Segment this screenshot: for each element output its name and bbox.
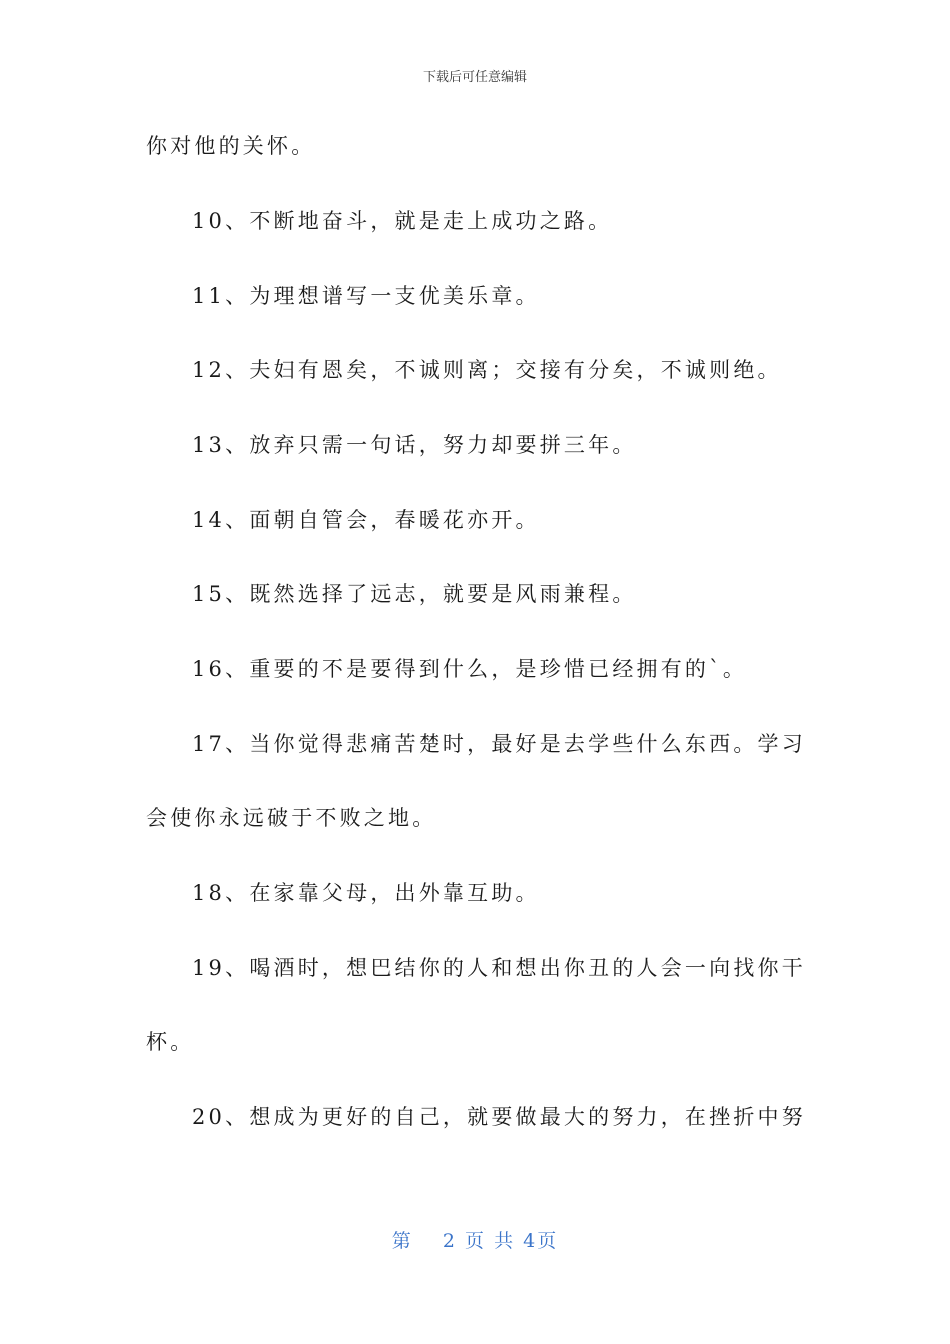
page-header: 下载后可任意编辑 [422,70,527,85]
text-line: 14、面朝自管会，春暖花亦开。 [192,508,540,532]
text-line: 17、当你觉得悲痛苦楚时，最好是去学些什么东西。学习 [192,732,806,756]
text-line: 19、喝酒时，想巴结你的人和想出你丑的人会一向找你干 [192,956,806,980]
text-line: 10、不断地奋斗，就是走上成功之路。 [192,209,613,233]
footer-total-pages: 4页 [523,1230,559,1252]
footer-ye: 页 [465,1230,487,1252]
text-line: 16、重要的不是要得到什么，是珍惜已经拥有的`。 [192,657,748,681]
text-line: 20、想成为更好的自己，就要做最大的努力，在挫折中努 [192,1105,806,1129]
text-line: 12、夫妇有恩矣，不诚则离；交接有分矣，不诚则绝。 [192,358,782,382]
page-footer [0,1226,950,1253]
text-line: 13、放弃只需一句话，努力却要拼三年。 [192,433,637,457]
footer-gong: 共 [494,1230,516,1252]
text-line: 18、在家靠父母，出外靠互助。 [192,881,540,905]
text-line: 杯。 [146,1030,195,1054]
text-line: 15、既然选择了远志，就要是风雨兼程。 [192,582,637,606]
footer-di: 第 [391,1230,413,1252]
text-line: 你对他的关怀。 [146,134,316,158]
text-line: 会使你永远破于不败之地。 [146,806,437,830]
text-line: 11、为理想谱写一支优美乐章。 [192,284,540,308]
footer-page-number: 2 [442,1230,457,1252]
